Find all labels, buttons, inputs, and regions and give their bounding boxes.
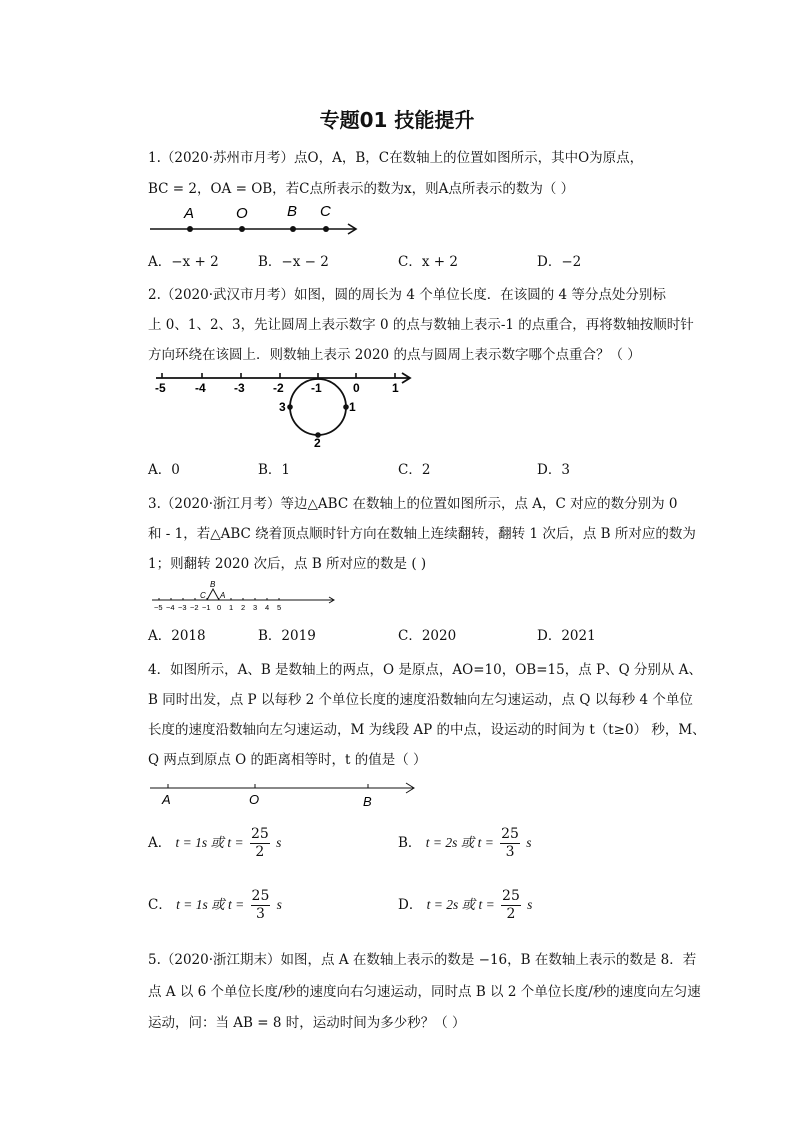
- q1-label-b: B: [287, 203, 298, 220]
- q2-tick-1: 1: [392, 381, 399, 395]
- q3-line-1: 3.（2020·浙江月考）等边△ABC 在数轴上的位置如图所示，点 A，C 对应的数分别为 0: [148, 496, 678, 512]
- q4-option-c-letter: C．: [148, 897, 172, 913]
- fraction-denominator: 2: [255, 844, 265, 860]
- q4-option-d-letter: D．: [398, 897, 423, 913]
- fraction-numerator: 25: [501, 826, 519, 842]
- q3-tri-label-b: B: [210, 580, 216, 589]
- fraction-numerator: 25: [250, 826, 269, 842]
- q4-option-b-fraction: [500, 826, 520, 861]
- q2-circle-label-3: 3: [279, 400, 286, 414]
- q3-tri-label-a: A: [220, 591, 226, 600]
- q3-tick-neg3: −3: [178, 603, 187, 612]
- q2-tick-neg3: -3: [234, 381, 245, 395]
- q3-tick-0: 0: [217, 603, 222, 612]
- q4-option-d-fraction: [501, 888, 521, 923]
- q4-line-3: 长度的速度沿数轴向左匀速运动，M 为线段 AP 的中点，设运动的时间为 t（t≥0） 秒，M、: [148, 722, 706, 738]
- q4-option-b[interactable]: [398, 826, 532, 861]
- q2-tick-neg1: -1: [311, 381, 322, 395]
- q3-tick-neg4: −4: [166, 603, 175, 612]
- fraction-denominator: 3: [256, 906, 265, 922]
- q3-option-a[interactable]: A．2018: [148, 628, 206, 644]
- q2-option-d[interactable]: D．3: [537, 462, 570, 478]
- q4-label-o: O: [249, 792, 260, 807]
- q2-tick-neg4: -4: [195, 381, 206, 395]
- q4-option-a-letter: A．: [148, 835, 172, 851]
- q4-option-d-unit: s: [527, 897, 533, 912]
- q4-option-b-letter: B．: [398, 835, 422, 851]
- q1-option-c[interactable]: C．x + 2: [398, 254, 458, 270]
- q3-tick-neg5: −5: [154, 603, 163, 612]
- q2-line-3: 方向环绕在该圆上．则数轴上表示 2020 的点与圆周上表示数字哪个点重合？（ ）: [148, 347, 641, 363]
- q3-option-c[interactable]: C．2020: [398, 628, 457, 644]
- q1-line-2: BC = 2，OA = OB，若C点所表示的数为x，则A点所表示的数为（ ）: [148, 181, 575, 197]
- page-title: 专题01 技能提升: [319, 108, 475, 132]
- q1-number-line-figure: [148, 202, 363, 242]
- q1-label-c: C: [320, 203, 331, 220]
- q3-tick-3: 3: [253, 603, 258, 612]
- q2-option-c[interactable]: C．2: [398, 462, 431, 478]
- q5-line-3: 运动，问：当 AB = 8 时，运动时间为多少秒？（ ）: [148, 1015, 466, 1031]
- q4-option-c[interactable]: [148, 888, 282, 923]
- q4-option-c-text: t = 1s 或 t =: [176, 897, 245, 912]
- q3-tick-2: 2: [241, 603, 246, 612]
- q1-label-o: O: [236, 205, 248, 222]
- q1-option-a[interactable]: A．−x + 2: [148, 254, 219, 270]
- fraction-numerator: 25: [502, 888, 520, 904]
- q1-label-a: A: [184, 205, 195, 222]
- q3-line-2: 和 - 1，若△ABC 绕着顶点顺时针方向在数轴上连续翻转，翻转 1 次后，点 B 所对应的数为: [148, 526, 696, 542]
- q4-number-line-figure: [148, 778, 420, 808]
- q4-option-d-text: t = 2s 或 t =: [426, 897, 495, 912]
- q1-option-d[interactable]: D．−2: [537, 254, 582, 270]
- q3-tri-label-c: C: [200, 591, 206, 600]
- q4-option-c-fraction: [251, 888, 271, 923]
- q5-line-1: 5.（2020·浙江期末）如图，点 A 在数轴上表示的数是 −16，B 在数轴上表示的数是 8．若: [148, 952, 697, 968]
- fraction-numerator: 25: [251, 888, 270, 904]
- q3-triangle-number-line-figure: [148, 578, 340, 616]
- q3-option-b[interactable]: B．2019: [258, 628, 316, 644]
- q3-tick-neg1: −1: [202, 603, 211, 612]
- q4-option-b-unit: s: [526, 835, 532, 850]
- q3-option-d[interactable]: D．2021: [537, 628, 596, 644]
- q3-tick-4: 4: [265, 603, 270, 612]
- q2-tick-neg5: -5: [155, 381, 166, 395]
- q4-option-a-unit: s: [276, 835, 282, 850]
- q1-option-b[interactable]: B．−x − 2: [258, 254, 329, 270]
- q4-option-a-fraction: [250, 826, 270, 861]
- q4-line-1: 4．如图所示，A、B 是数轴上的两点，O 是原点，AO=10，OB=15，点 P、Q 分别从 A、: [148, 662, 702, 678]
- q4-option-c-unit: s: [276, 897, 282, 912]
- q4-option-d[interactable]: [398, 888, 532, 923]
- q5-line-2: 点 A 以 6 个单位长度/秒的速度向右匀速运动，同时点 B 以 2 个单位长度/秒的速度向左匀速: [148, 984, 701, 1000]
- q4-label-b: B: [363, 794, 372, 808]
- q2-circle-label-1: 1: [349, 400, 356, 414]
- q3-tick-5: 5: [277, 603, 282, 612]
- q4-option-b-text: t = 2s 或 t =: [425, 835, 494, 850]
- fraction-denominator: 3: [505, 844, 515, 860]
- q4-line-2: B 同时出发，点 P 以每秒 2 个单位长度的速度沿数轴向左匀速运动，点 Q 以每秒 4 个单位: [148, 692, 693, 708]
- q2-line-2: 上 0、1、2、3，先让圆周上表示数字 0 的点与数轴上表示-1 的点重合，再将数轴按顺时针: [148, 317, 694, 333]
- q4-option-a-text: t = 1s 或 t =: [175, 835, 244, 850]
- q4-label-a: A: [162, 792, 171, 807]
- q2-line-1: 2.（2020·武汉市月考）如图，圆的周长为 4 个单位长度．在该圆的 4 等分点处分别标: [148, 287, 666, 303]
- fraction-denominator: 2: [506, 906, 516, 922]
- q4-line-4: Q 两点到原点 O 的距离相等时，t 的值是（ ）: [148, 752, 427, 768]
- q1-line-1: 1.（2020·苏州市月考）点O，A，B，C在数轴上的位置如图所示，其中O为原点，: [148, 150, 644, 166]
- q2-circle-label-2: 2: [314, 436, 321, 448]
- q2-option-b[interactable]: B．1: [258, 462, 291, 478]
- q2-option-a[interactable]: A．0: [148, 462, 180, 478]
- q3-line-3: 1；则翻转 2020 次后，点 B 所对应的数是 ( ): [148, 556, 427, 572]
- q4-option-a[interactable]: [148, 826, 281, 861]
- q2-tick-0: 0: [353, 381, 360, 395]
- q2-tick-neg2: -2: [273, 381, 284, 395]
- q3-tick-1: 1: [229, 603, 234, 612]
- q3-tick-neg2: −2: [190, 603, 199, 612]
- q2-circle-number-line-figure: [148, 370, 418, 448]
